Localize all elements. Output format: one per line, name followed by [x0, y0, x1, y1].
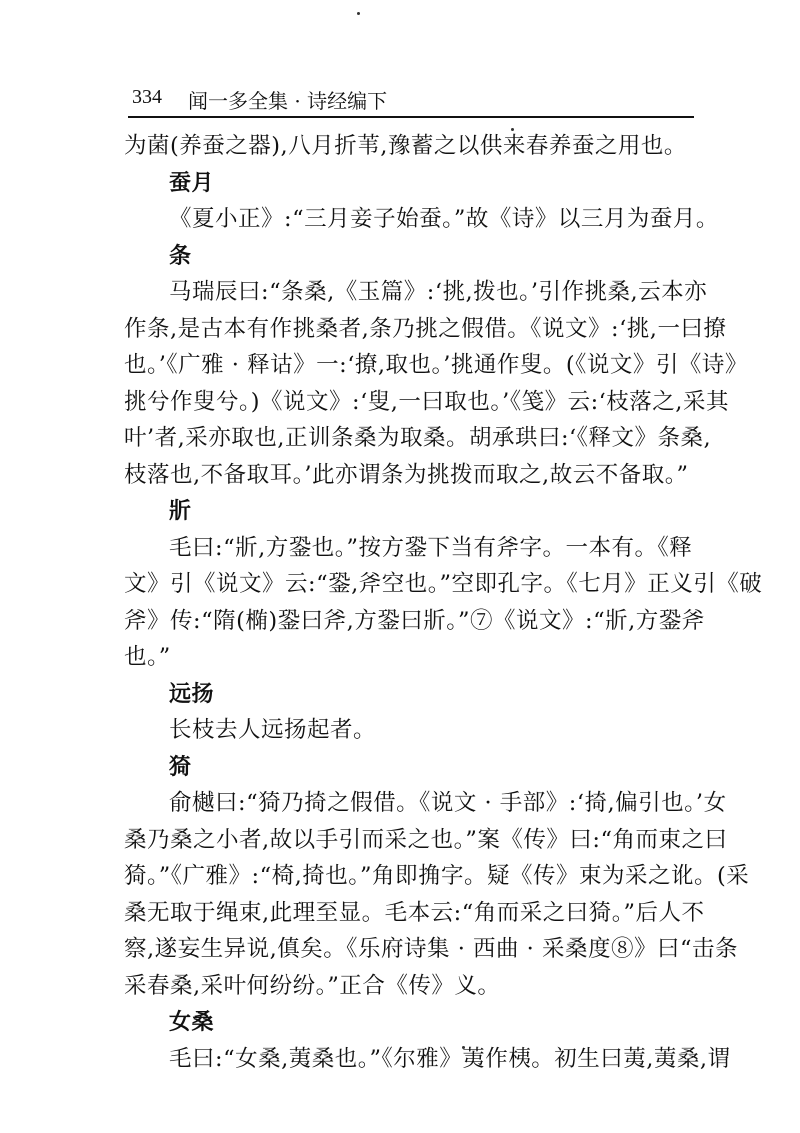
text-line: 挑兮作叟兮。)《说文》:‘叟,一曰取也。’《笺》云:‘枝落之,采其 — [124, 388, 729, 415]
header-rule — [128, 116, 694, 118]
section-heading: 条 — [169, 242, 192, 269]
section-heading: 女桑 — [169, 1009, 215, 1035]
page-body — [124, 128, 763, 1077]
section-heading: 斨 — [169, 498, 192, 524]
section-heading: 蚕月 — [169, 169, 215, 196]
text-line: 文》引《说文》云:“銎,斧空也。”空即孔字。《七月》正义引《破 — [124, 571, 763, 597]
page-number: 334 — [132, 86, 162, 108]
text-line: 桑乃桑之小者,故以手引而采之也。”案《传》曰:“角而束之曰 — [124, 826, 728, 853]
text-line: 也。’《广雅 · 释诂》一:‘撩,取也。’挑通作叟。(《说文》引《诗》 — [124, 352, 748, 378]
text-line: 马瑞辰曰:“条桑,《玉篇》:‘挑,拨也。’引作挑桑,云本亦 — [169, 279, 708, 305]
text-line: 采春桑,采叶何纷纷。”正合《传》义。 — [124, 972, 501, 999]
running-header — [128, 80, 694, 118]
text-line: 也。” — [124, 644, 171, 670]
text-line: 毛曰:“斨,方銎也。”按方銎下当有斧字。一本有。《释 — [169, 534, 693, 561]
text-line: 为菌(养蚕之器),八月折苇,豫蓄之以供来春养蚕之用也。 — [124, 133, 687, 159]
section-heading: 远扬 — [169, 680, 215, 707]
text-line: 桑无取于绳束,此理至显。毛本云:“角而采之曰猗。”后人不 — [124, 899, 705, 926]
text-line: 斧》传:“隋(椭)銎曰斧,方銎曰斨。”⑦《说文》:“斨,方銎斧 — [124, 607, 705, 634]
running-title: 闻一多全集 · 诗经编下 — [188, 89, 388, 113]
text-line: 察,遂妄生异说,傎矣。《乐府诗集 · 西曲 · 采桑度⑧》曰“击条 — [124, 936, 738, 962]
text-line: 《夏小正》:“三月妾子始蚕。”故《诗》以三月为蚕月。 — [169, 206, 719, 232]
scan-speck — [357, 12, 360, 15]
text-line: 毛曰:“女桑,荑桑也。”《尔雅》荑作桋。初生曰荑,荑桑,谓 — [169, 1045, 731, 1072]
text-line: 猗。”《广雅》:“椅,掎也。”角即捔字。疑《传》束为采之讹。(采 — [124, 863, 750, 889]
text-line: 俞樾曰:“猗乃掎之假借。《说文 · 手部》:‘掎,偏引也。’女 — [169, 790, 727, 816]
text-line: 叶’者,采亦取也,正训条桑为取桑。胡承珙曰:‘《释文》条桑, — [124, 425, 712, 451]
text-line: 长枝去人远扬起者。 — [169, 717, 377, 743]
text-line: 作条,是古本有作挑桑者,条乃挑之假借。《说文》:‘挑,一曰撩 — [124, 315, 727, 342]
text-line: 枝落也,不备取耳。’此亦谓条为挑拨而取之,故云不备取。” — [124, 461, 689, 488]
section-heading: 猗 — [169, 753, 192, 780]
